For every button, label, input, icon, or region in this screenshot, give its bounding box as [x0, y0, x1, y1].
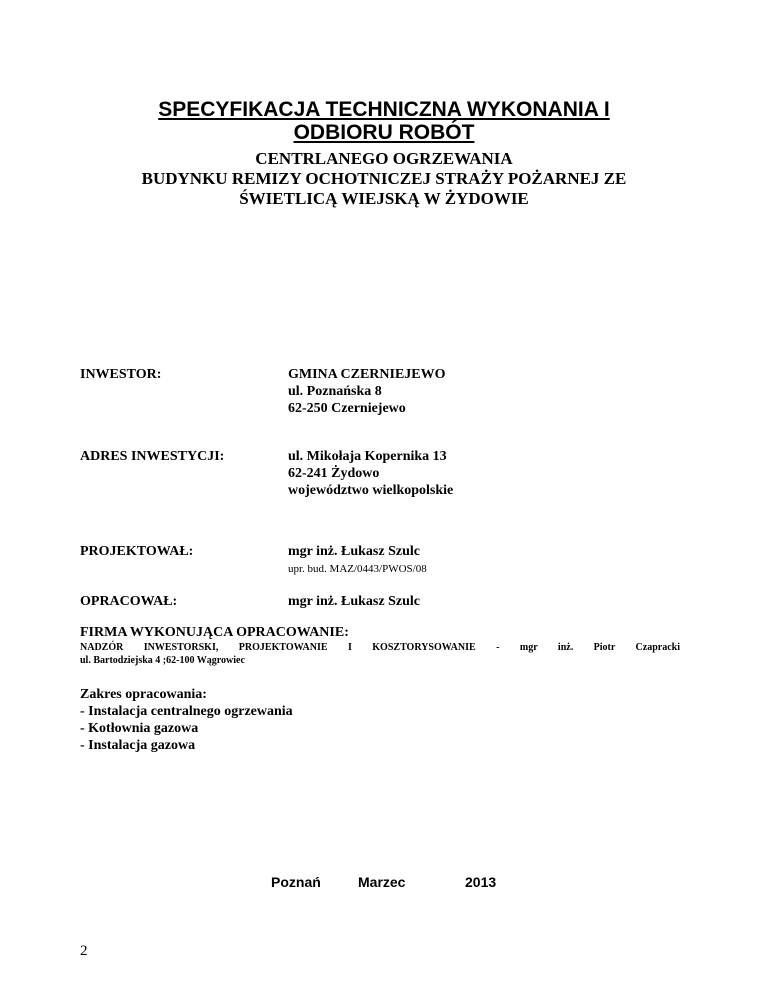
firm-description: NADZÓR INWESTORSKI, PROJEKTOWANIE I KOSZTORYSOWANIE - mgr inż. Piotr Czapracki [80, 642, 680, 653]
prepared-by-name: mgr inż. Łukasz Szulc [288, 594, 420, 609]
firm-address: ul. Bartodziejska 4 ;62-100 Wągrowiec [80, 655, 245, 666]
footer-city: Poznań [271, 874, 321, 890]
footer-year: 2013 [465, 874, 497, 890]
document-subtitle-line-1: CENTRLANEGO OGRZEWANIA [255, 149, 513, 168]
investment-address-label: ADRES INWESTYCJI: [80, 449, 225, 464]
scope-heading: Zakres opracowania: [80, 687, 207, 702]
investor-label: INWESTOR: [80, 367, 162, 382]
investor-street: ul. Poznańska 8 [288, 384, 382, 399]
investment-region: województwo wielkopolskie [288, 483, 454, 498]
document-title-line-1: SPECYFIKACJA TECHNICZNA WYKONANIA I [158, 98, 610, 121]
investment-street: ul. Mikołaja Kopernika 13 [288, 449, 447, 464]
scope-section [80, 686, 293, 754]
prepared-by-label: OPRACOWAŁ: [80, 594, 178, 609]
firm-heading: FIRMA WYKONUJĄCA OPRACOWANIE: [80, 625, 349, 640]
investment-address-details [288, 448, 453, 499]
document-subtitle-line-2: BUDYNKU REMIZY OCHOTNICZEJ STRAŻY POŻARNEJ ZE [141, 169, 627, 188]
document-subtitle-line-3: ŚWIETLICĄ WIEJSKĄ W ŻYDOWIE [239, 189, 529, 208]
page-number: 2 [80, 943, 88, 959]
scope-item: - Instalacja centralnego ogrzewania [80, 704, 293, 719]
footer-month: Marzec [358, 874, 406, 890]
scope-item: - Instalacja gazowa [80, 738, 196, 753]
investor-details [288, 366, 446, 417]
investment-postal-city: 62-241 Żydowo [288, 466, 380, 481]
investor-name: GMINA CZERNIEJEWO [288, 367, 446, 382]
designer-name: mgr inż. Łukasz Szulc [288, 544, 420, 559]
designer-details [288, 543, 427, 576]
scope-item: - Kotłownia gazowa [80, 721, 199, 736]
investor-postal-city: 62-250 Czerniejewo [288, 401, 406, 416]
designer-license: upr. bud. MAZ/0443/PWOS/08 [288, 563, 427, 575]
designer-label: PROJEKTOWAŁ: [80, 544, 194, 559]
document-title-line-2: ODBIORU ROBÓT [293, 121, 475, 144]
